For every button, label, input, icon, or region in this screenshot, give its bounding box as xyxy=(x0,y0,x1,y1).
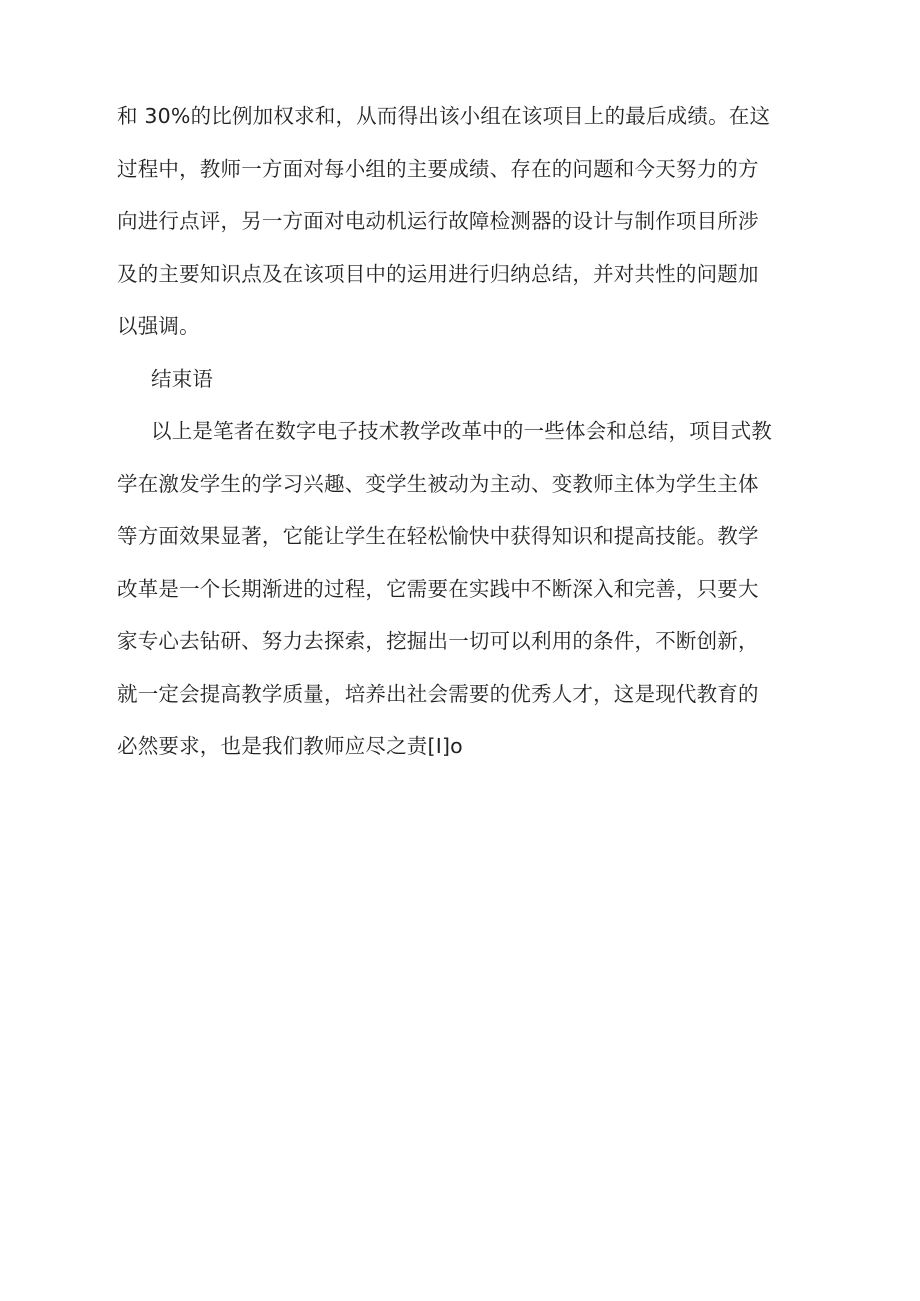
text-line: 学在激发学生的学习兴趣、变学生被动为主动、变教师主体为学生主体 xyxy=(117,471,759,496)
text-line: 改革是一个长期渐进的过程，它需要在实践中不断深入和完善，只要大 xyxy=(117,576,759,601)
text-line: 就一定会提高教学质量，培养出社会需要的优秀人才，这是现代教育的 xyxy=(117,681,759,706)
text-line: 向进行点评，另一方面对电动机运行故障检测器的设计与制作项目所涉 xyxy=(117,209,759,233)
text-line: 等方面效果显著，它能让学生在轻松愉快中获得知识和提高技能。教学 xyxy=(117,524,759,548)
text-line: 过程中，教师一方面对每小组的主要成绩、存在的问题和今天努力的方 xyxy=(117,156,759,181)
section-heading: 结束语 xyxy=(151,366,214,391)
text-line: 及的主要知识点及在该项目中的运用进行归纳总结，并对共性的问题加 xyxy=(117,261,759,286)
paragraph-grading-summary xyxy=(117,90,817,353)
document-body xyxy=(117,90,817,773)
text-line: 以上是笔者在数字电子技术教学改革中的一些体会和总结，项目式教 xyxy=(151,419,772,443)
text-line: 必然要求，也是我们教师应尽之责[I]o xyxy=(117,734,463,758)
text-line: 以强调。 xyxy=(117,314,200,338)
paragraph-conclusion xyxy=(117,405,817,773)
text-line: 家专心去钻研、努力去探索，挖掘出一切可以利用的条件，不断创新， xyxy=(117,629,759,653)
text-line: 和 30%的比例加权求和，从而得出该小组在该项目上的最后成绩。在这 xyxy=(117,104,771,128)
